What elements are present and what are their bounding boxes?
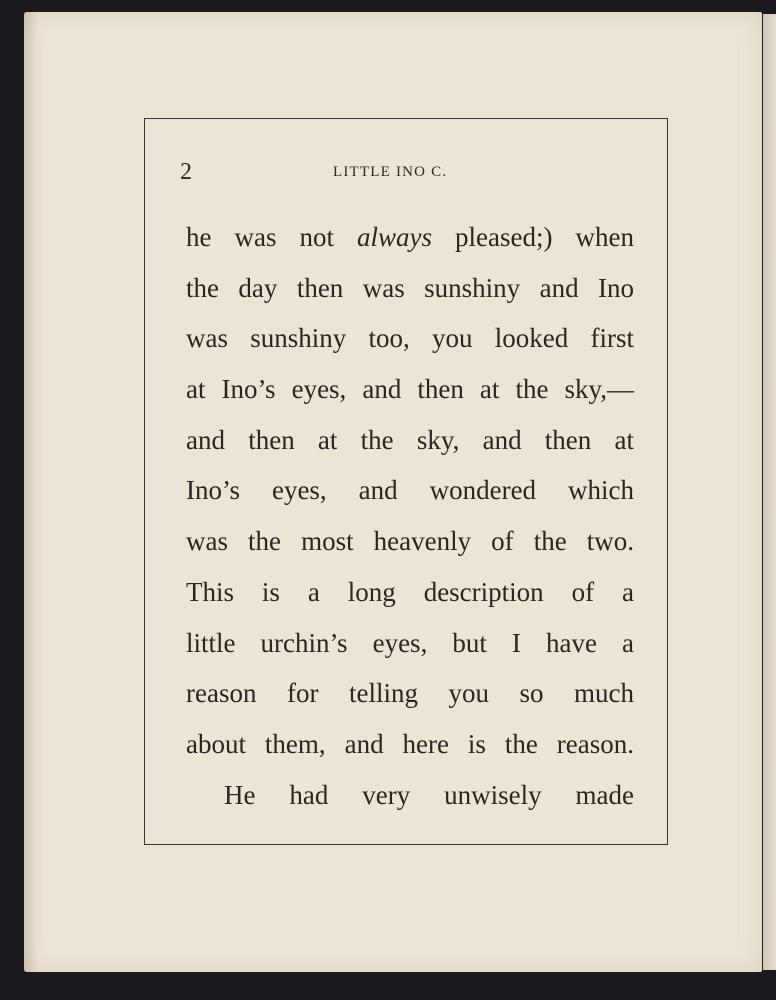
text-line (186, 212, 634, 263)
text-line: reason for telling you so much (186, 678, 634, 709)
running-header (180, 159, 480, 189)
page-number: 2 (180, 159, 192, 185)
text-line: at Ino’s eyes, and then at the sky,— (186, 374, 634, 405)
body-text (186, 212, 634, 820)
italic-word: always (357, 222, 433, 252)
text-fragment: he was not (186, 222, 358, 252)
text-fragment: pleased;) when (432, 222, 634, 252)
text-line: about them, and here is the reason. (186, 728, 634, 759)
text-line: Ino’s eyes, and wondered which (186, 475, 634, 506)
text-line-paragraph-start: He had very unwisely made (224, 779, 634, 810)
text-line: the day then was sunshiny and Ino (186, 272, 634, 303)
text-line: was the most heavenly of the two. (186, 526, 634, 557)
adjacent-page-edge (763, 14, 776, 970)
text-line: was sunshiny too, you looked first (186, 323, 634, 354)
running-title: LITTLE INO C. (333, 164, 448, 180)
text-line: This is a long description of a (186, 576, 634, 607)
text-line: little urchin’s eyes, but I have a (186, 627, 634, 658)
text-line: and then at the sky, and then at (186, 424, 634, 455)
